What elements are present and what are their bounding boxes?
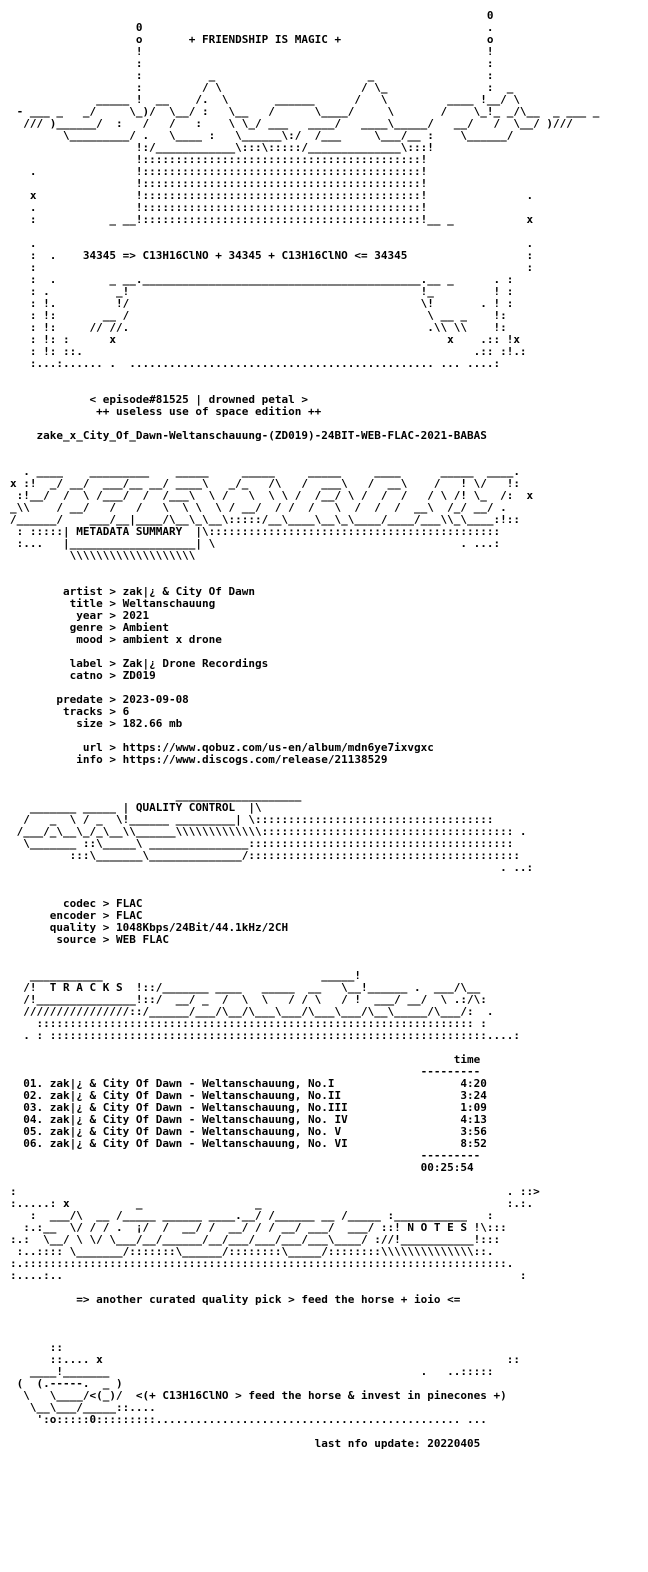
nfo-text-block: 0 0 . o + FRIENDSHIP IS MAGIC + o ! ! : : : _ _ : : / \ / \_ : _ _____ ! __ /. \ ______ / \ ____ !__/ \ - ___ _ _/ \_)/ \__/ : \__ / \____/ \ / \_!_ _/\__ _ ___ _ /// )______/ : / / : \ \_/ ___ ____/ ____\_____/ __/ / \__/ )/// \_________/ . \____ : \______\:/ /___ \___/__ : \______/ !:/____________\:::\:::::/______________\:::! !::::::::::::::::::::::::::::::::::::::::::! . !::::::::::::::::::::::::::::::::::::::::::! !::::::::::::::::::::::::::::::::::::::::::! x !::::::::::::::::::::::::::::::::::::::::::! . . !::::::::::::::::::::::::::::::::::::::::::! : _ __!::::::::::::::::::::::::::::::::::::::::::!__ _ x . . : . 34345 => C13H16ClNO + 34345 + C13H16ClNO <= 34345 : : : : . _ __.__________________________________________.__ _ . : : . _! !_ ! : : !. !/ \! . ! : : !: __ / \ __ _ !: : !: // //. .\\ \\ !: : !: : x x .:: !x : !: ::. .:: :!.: :...:...... . .............................................. ... ....: < episode#81525 | drowned petal > ++ useless use of space edition ++ zake_x_City_Of_Dawn-Weltanschauung-(ZD019)-24BIT-WEB-FLAC-2021-BABAS . ____ _________ _____ _____ _____ ____ _____ ____. x :! _/ __/ ___/__ __/ ____\ _/_ /\ / ___\ / __\ / ! \/ !: :!__/ / \ /___/ / /___\ \ / \ \ \ / /__/ \ / / / / \ /! \_ /: x _\\ / __/ / / \ \ \ \ / __/ / / / \ / / / __\ /_/ __/ . /______/ ___/__|____/\__\_\__\:::::/__\____\__\_\____/____/___\\_\____:!:: : :::::| METADATA SUMMARY |\:::::::::::::::::::::::::::::::::::::::::::: :... |___________________| \ . ...: \\\\\\\\\\\\\\\\\\\ artist > zak|¿ & City Of Dawn title > Weltanschauung year > 2021 genre > Ambient mood > ambient x drone label > Zak|¿ Drone Recordings catno > ZD019 predate > 2023-09-08 tracks > 6 size > 182.66 mb url > https://www.qobuz.com/us-en/album/mdn6ye7ixvgxc info > https://www.discogs.com/release/21138529 ___________________ _______ _____ | QUALITY CONTROL |\ / _ \ / _ \!______ _________| \:::::::::::::::::::::::::::::::::::: /___/_\__\_/_\__\\______\\\\\\\\\\\\\:::::::::::::::::::::::::::::::::::::: . \_______ ::\_____\ _______________:::::::::::::::::::::::::::::::::::::::: :::\_______\______________/::::::::::::::::::::::::::::::::::::::::: . ..: codec > FLAC encoder > FLAC quality > 1048Kbps/24Bit/44.1kHz/2CH source > WEB FLAC ___________ _____! /! T R A C K S !::/_______ ____ _____ __ \__!______ . ___/\__ /!_______________!::/ __/ _ / \ \ / / \ / ! ___/ __/ \ .:/\: ////////////////::/______/___/\__/\___\___/\___\___/\__\_____/\___/: . :::::::::::::::::::::::::::::::::::::::::::::::::::::::::::::::::: : . : ::::::::::::::::::::::::::::::::::::::::::::::::::::::::::::::::::....: time --------- 01. zak|¿ & City Of Dawn - Weltanschauung, No.I 4:20 02. zak|¿ & City Of Dawn - Weltanschauung, No.II 3:24 03. zak|¿ & City Of Dawn - Weltanschauung, No.III 1:09 04. zak|¿ & City Of Dawn - Weltanschauung, No. IV 4:13 05. zak|¿ & City Of Dawn - Weltanschauung, No. V 3:56 06. zak|¿ & City Of Dawn - Weltanschauung, No. VI 8:52 --------- 00:25:54 : . ::> :.....: x _ _ :.:. : ___/\ __ /_____ ______ ____.__/ /______ __ /_____ :___________ : :.:__ \/ / / . ¡/ / __/ / __/ / / __/ ___/ ___/ ::! N O T E S !\::: :.: \__/ \ \/ \___/__/______/__/___/___/___/___\____/ ://!___________!::: :..:::: \_______/:::::::\______/::::::::\_____/::::::::\\\\\\\\\\\\\\::. :.:::::::::::::::::::::::::::::::::::::::::::::::::::::::::::::::::::::::::. :....:.. : => another curated quality pick > feed the horse + ioio <= :: ::.... x :: ____!_______ . ..::::: ( (.-----. _ ) \ \____/<(_)/ <(+ C13H16ClNO > feed the horse & invest in pinecones +) \__\___/_____::.... ':o:::::0:::::::::.............................................. ... last nfo update: 20220405 (10, 10, 600, 1450)
